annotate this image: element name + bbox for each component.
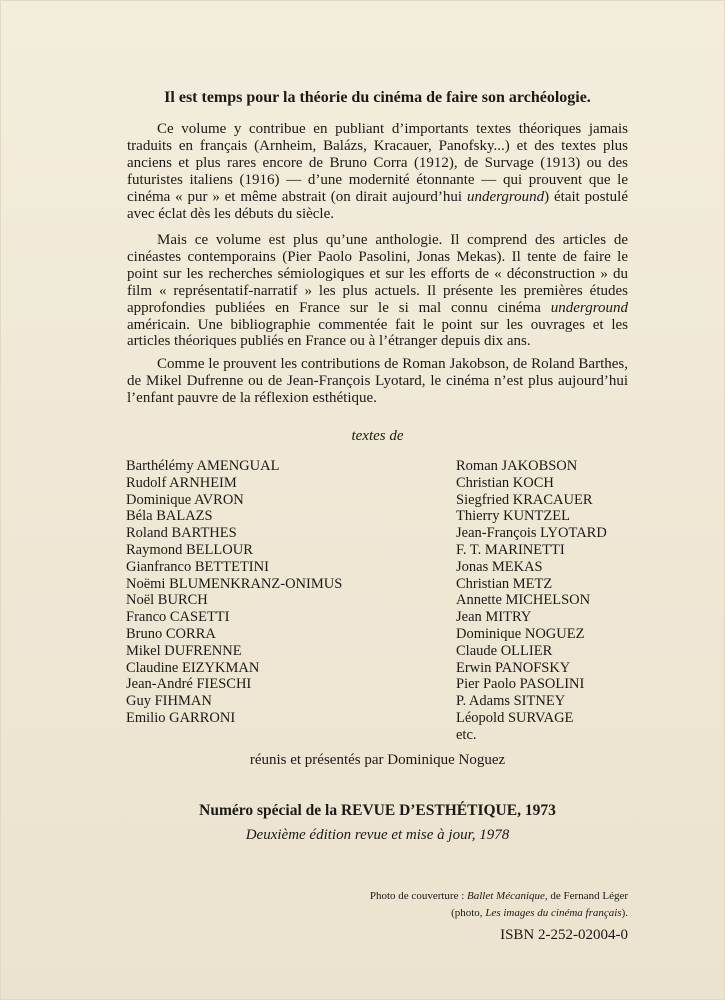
author-name: Franco CASETTI [126,609,230,626]
author-name: Thierry KUNTZEL [456,508,570,525]
author-name: Roman JAKOBSON [456,458,578,474]
paragraph-text: Ce volume y contribue en publiant d’importants textes théoriques jamais traduits en français (Arnheim, Balázs, Kracauer, Panofsky...) et des textes plus anciens et plus rares encore de Bruno Corra (1912), de Survage (1913) ou des futuristes italiens (1916) — d’une modernité étonnante — qui prouvent que le cinéma « pur » et même abstrait (on dirait aujourd’hui [127,121,628,205]
paragraph-text: Comme le prouvent les contributions de Roman Jakobson, de Roland Barthes, de Mikel Dufrenne ou de Jean-François Lyotard, le cinéma n’est plus aujourd’hui l’enfant pauvre de la réflexion esthétique. [127,356,628,406]
author-name: Noëmi BLUMENKRANZ-ONIMUS [126,575,343,592]
paragraph-contributions [127,356,628,407]
author-name: F. T. MARINETTI [456,541,565,558]
editor-credit: réunis et présentés par Dominique Noguez [249,752,506,768]
paragraph-text: Mais ce volume est plus qu’une anthologie. Il comprend des articles de cinéastes contemporains (Pier Paolo Pasolini, Jonas Mekas). Il tente de faire le point sur les recherches sémiologiques et sur les efforts de « déconstruction » du film « représentatif-narratif » les plus actuels. Il présente les premières études approfondies publiées en France sur le si mal connu cinéma [127,232,628,316]
author-name: Bruno CORRA [126,625,216,642]
author-name: Emilio GARRONI [126,709,236,726]
paragraph-text: ) était postulé avec éclat dès les débuts du siècle. [127,188,628,222]
author-name: Mikel DUFRENNE [126,642,242,659]
author-name: Pier Paolo PASOLINI [456,676,585,693]
author-name: Dominique NOGUEZ [456,625,585,642]
author-name: Raymond BELLOUR [126,541,253,558]
paragraph-intro [127,121,628,222]
author-name: Christian KOCH [456,474,554,491]
author-name: Léopold SURVAGE [456,709,574,726]
author-name: Barthélémy AMENGUAL [126,458,280,474]
author-name: etc. [456,726,477,743]
edition-note: Deuxième édition revue et mise à jour, 1978 [245,827,510,843]
paragraph-content [127,232,628,350]
author-name: Erwin PANOFSKY [456,659,571,676]
author-name: Annette MICHELSON [456,592,591,609]
author-name: Claude OLLIER [456,642,553,659]
author-name: Rudolf ARNHEIM [126,474,237,491]
author-name: Dominique AVRON [126,491,244,508]
author-name: Jean-André FIESCHI [126,676,252,693]
author-name: P. Adams SITNEY [456,693,566,710]
authors-list-right [456,458,607,744]
credit-source-title: Les images du cinéma français [485,907,622,919]
author-name: Siegfried KRACAUER [456,491,593,508]
author-name: Roland BARTHES [126,525,237,542]
emphasis-text: underground [466,188,545,205]
author-name: Jean MITRY [456,609,532,626]
author-name: Gianfranco BETTETINI [126,558,269,575]
isbn: ISBN 2-252-02004-0 [500,927,628,943]
author-name: Christian METZ [456,575,553,592]
author-name: Noël BURCH [126,592,208,609]
authors-list-left [126,458,342,727]
emphasis-text: underground [550,299,628,316]
photo-credit [370,888,628,922]
headline: Il est temps pour la théorie du cinéma de faire son archéologie. [164,89,591,106]
author-name: Jonas MEKAS [456,558,543,575]
author-name: Claudine EIZYKMAN [126,659,260,676]
credit-text: Photo de couverture : [369,890,468,902]
credit-text: (photo, [451,907,486,919]
special-issue-title: Numéro spécial de la REVUE D’ESTHÉTIQUE, 1973 [199,802,556,819]
credit-text: ). [621,907,628,919]
author-name: Jean-François LYOTARD [456,525,607,542]
credit-text: , de Fernand Léger [544,890,628,902]
credit-film-title: Ballet Mécanique [467,890,545,902]
authors-heading: textes de [351,428,404,444]
author-name: Béla BALAZS [126,508,213,525]
author-name: Guy FIHMAN [126,693,212,710]
paragraph-text: américain. Une bibliographie commentée fait le point sur les ouvrages et les articles théoriques publiés en France ou à l’étranger depuis dix ans. [127,316,628,350]
